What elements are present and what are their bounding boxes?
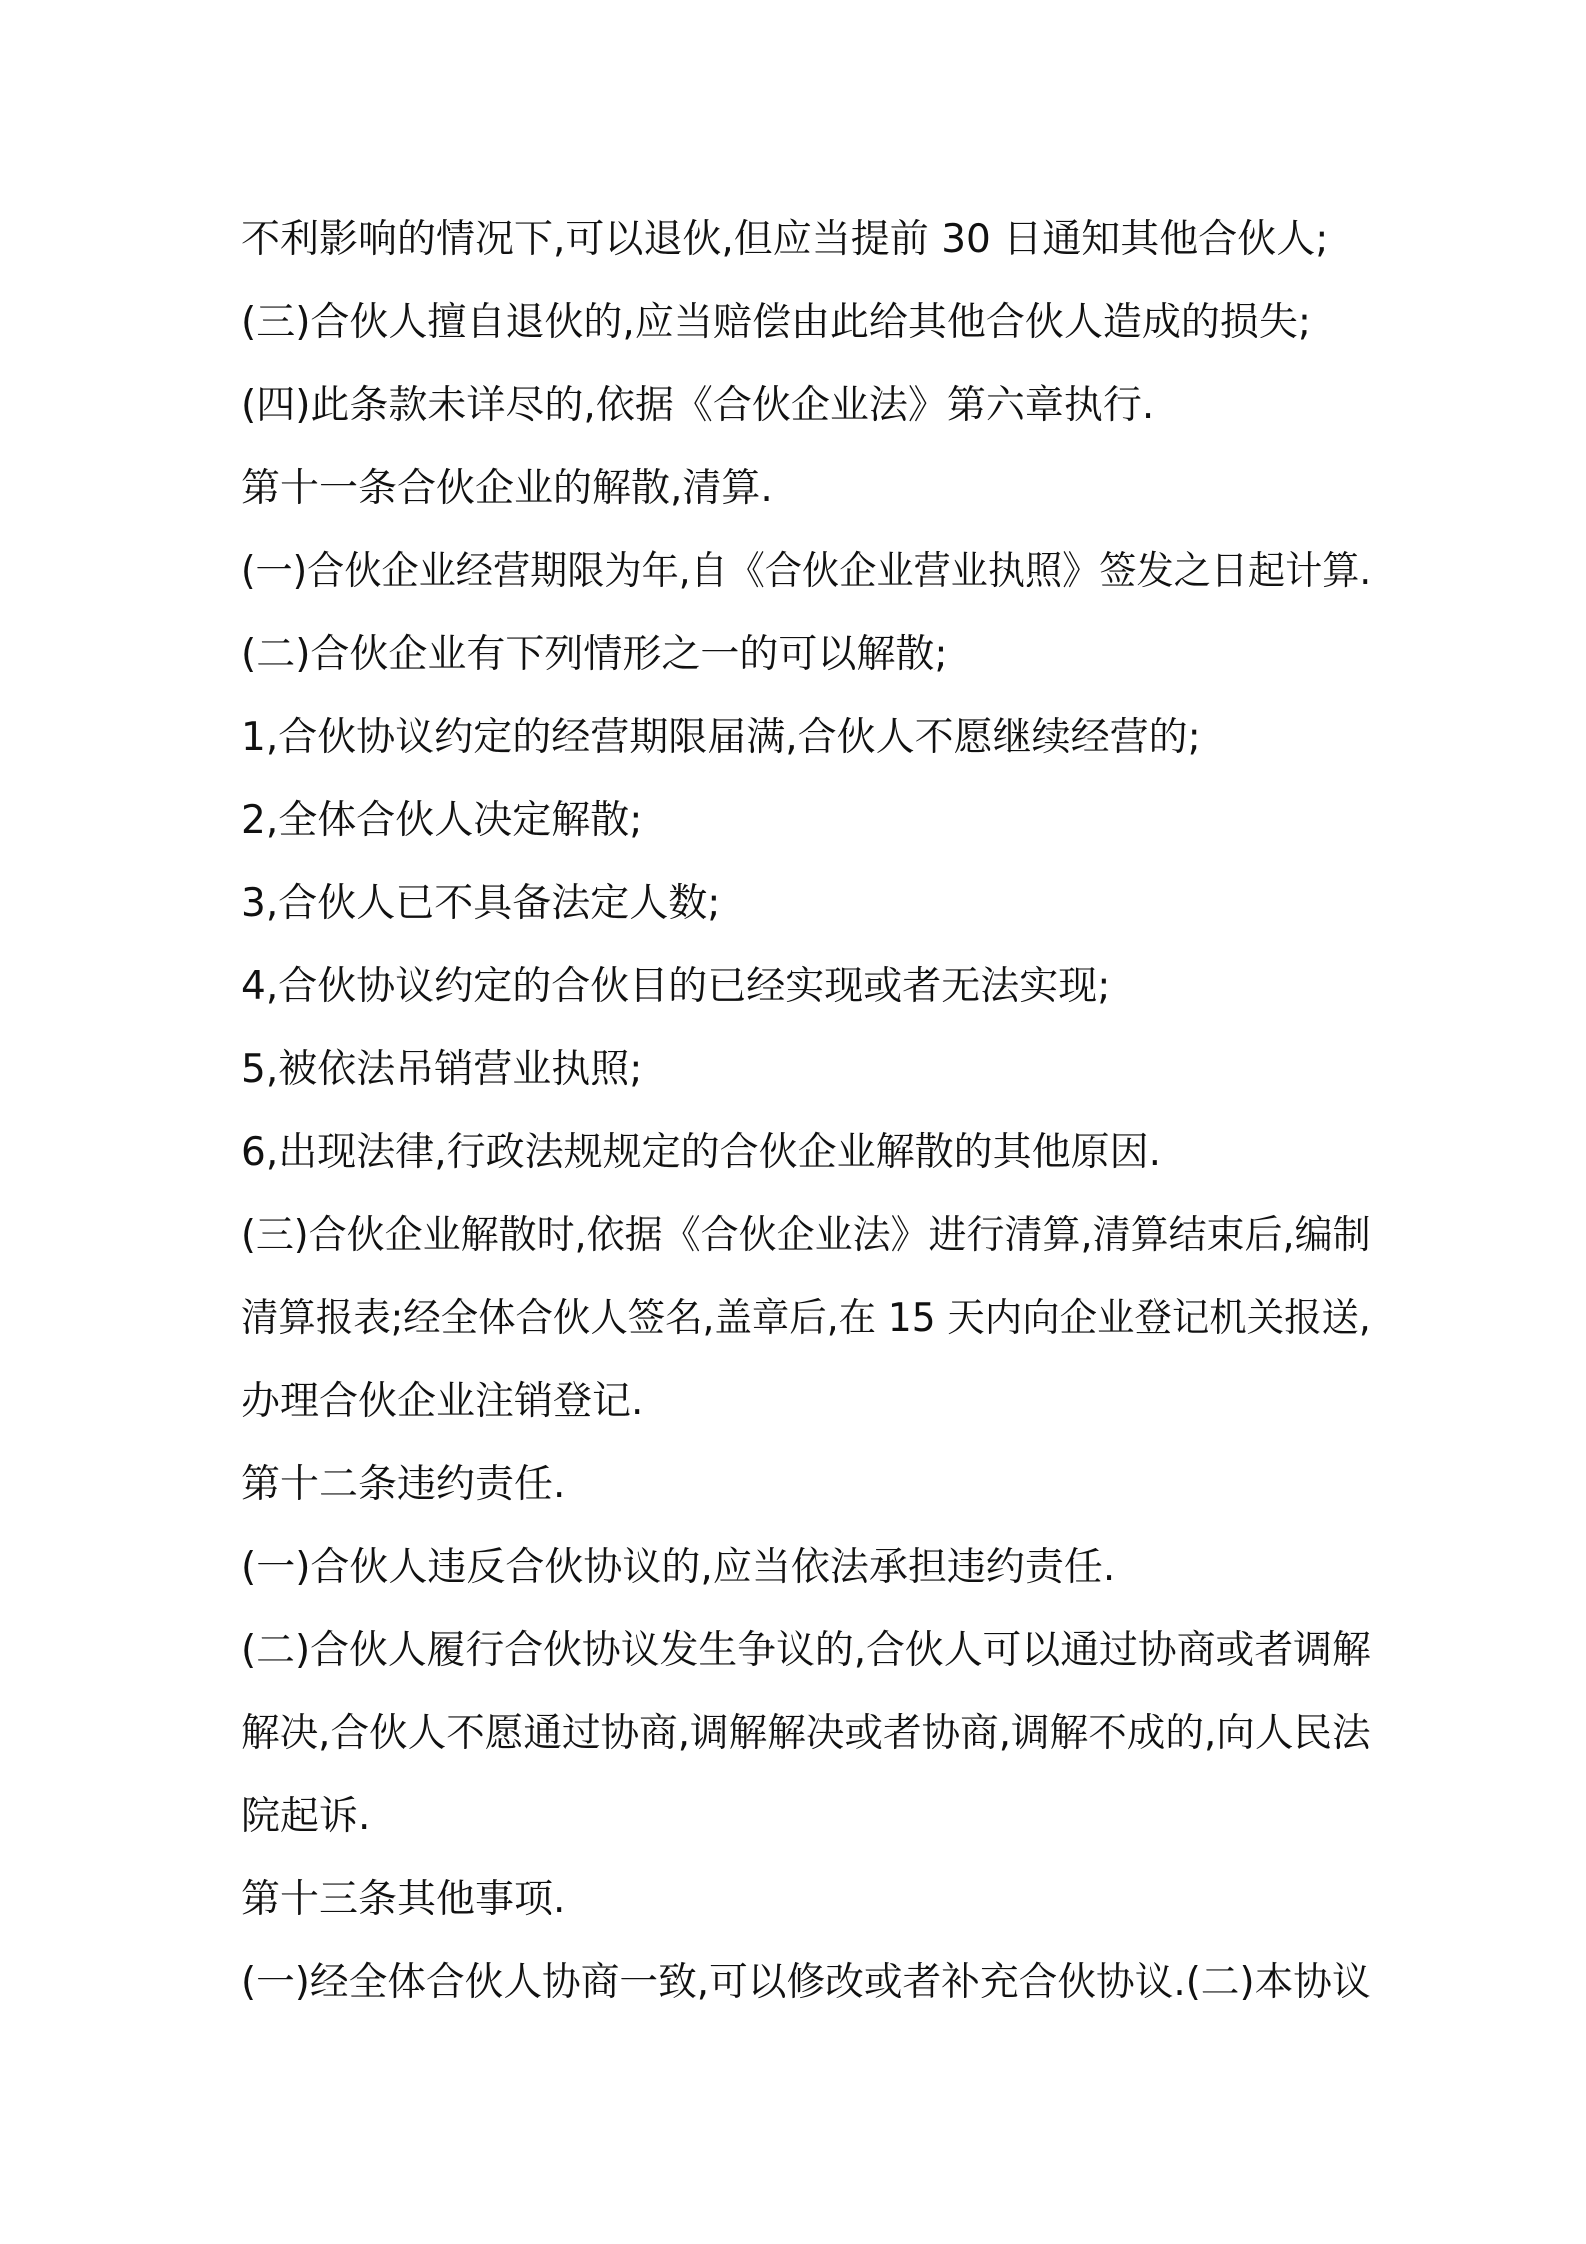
list-item: 4,合伙协议约定的合伙目的已经实现或者无法实现; (241, 964, 1111, 1009)
paragraph-line: (三)合伙企业解散时,依据《合伙企业法》进行清算,清算结束后,编制 (241, 1213, 1371, 1258)
list-item: 6,出现法律,行政法规规定的合伙企业解散的其他原因. (241, 1130, 1162, 1175)
paragraph-line: (四)此条款未详尽的,依据《合伙企业法》第六章执行. (241, 383, 1155, 428)
article-heading: 第十一条合伙企业的解散,清算. (241, 466, 773, 511)
list-item: 5,被依法吊销营业执照; (241, 1047, 643, 1092)
paragraph-line: (二)合伙人履行合伙协议发生争议的,合伙人可以通过协商或者调解 (241, 1628, 1371, 1673)
paragraph-line: (一)经全体合伙人协商一致,可以修改或者补充合伙协议.(二)本协议 (241, 1960, 1371, 2005)
paragraph-line: 解决,合伙人不愿通过协商,调解解决或者协商,调解不成的,向人民法 (241, 1711, 1371, 1756)
paragraph-line: 清算报表;经全体合伙人签名,盖章后,在 15 天内向企业登记机关报送, (241, 1296, 1371, 1341)
paragraph-line: 不利影响的情况下,可以退伙,但应当提前 30 日通知其他合伙人; (241, 217, 1329, 262)
paragraph-line: 院起诉. (241, 1794, 371, 1839)
paragraph-line: (三)合伙人擅自退伙的,应当赔偿由此给其他合伙人造成的损失; (241, 300, 1311, 345)
document-body (241, 198, 1371, 2024)
paragraph-line: (二)合伙企业有下列情形之一的可以解散; (241, 632, 948, 677)
paragraph-line: (一)合伙企业经营期限为年,自《合伙企业营业执照》签发之日起计算. (241, 549, 1372, 594)
list-item: 2,全体合伙人决定解散; (241, 798, 643, 843)
article-heading: 第十三条其他事项. (241, 1877, 566, 1922)
paragraph-line: (一)合伙人违反合伙协议的,应当依法承担违约责任. (241, 1545, 1116, 1590)
article-heading: 第十二条违约责任. (241, 1462, 566, 1507)
paragraph-line: 办理合伙企业注销登记. (241, 1379, 644, 1424)
list-item: 3,合伙人已不具备法定人数; (241, 881, 721, 926)
list-item: 1,合伙协议约定的经营期限届满,合伙人不愿继续经营的; (241, 715, 1201, 760)
